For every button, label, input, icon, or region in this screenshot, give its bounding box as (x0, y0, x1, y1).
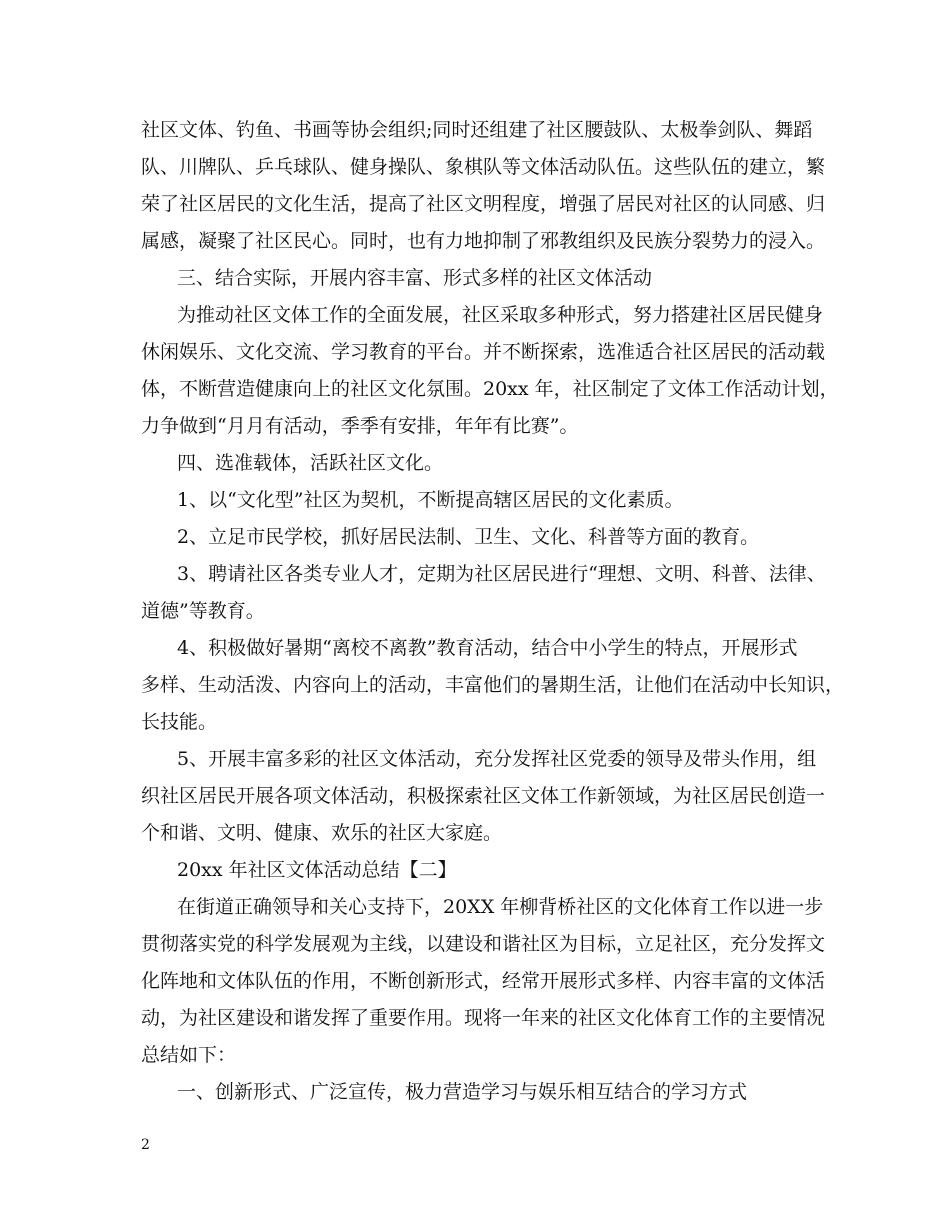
section-heading: 三、结合实际，开展内容丰富、形式多样的社区文体活动 (177, 267, 653, 289)
text-line: 多样、生动活泼、内容向上的活动，丰富他们的暑期生活，让他们在活动中长知识， (141, 674, 845, 696)
document-heading: 20xx 年社区文体活动总结【二】 (177, 859, 457, 881)
text-line: 个和谐、文明、健康、欢乐的社区大家庭。 (141, 822, 503, 844)
section-heading: 四、选准载体，活跃社区文化。 (177, 452, 444, 474)
list-item: 3、聘请社区各类专业人才，定期为社区居民进行“理想、文明、科普、法律、 (177, 563, 826, 585)
text-line: 为推动社区文体工作的全面发展，社区采取多种形式，努力搭建社区居民健身 (177, 304, 824, 326)
text-line: 总结如下： (141, 1044, 237, 1066)
page-number: 2 (141, 1137, 150, 1153)
list-item: 1、以“文化型”社区为契机，不断提高辖区居民的文化素质。 (177, 489, 684, 511)
text-line: 在街道正确领导和关心支持下，20XX 年柳背桥社区的文化体育工作以进一步 (177, 896, 824, 918)
text-line: 属感，凝聚了社区民心。同时，也有力地抑制了邪教组织及民族分裂势力的浸入。 (141, 230, 826, 252)
text-line: 队、川牌队、乒乓球队、健身操队、象棋队等文体活动队伍。这些队伍的建立，繁 (141, 156, 826, 178)
text-line: 贯彻落实党的科学发展观为主线，以建设和谐社区为目标，立足社区，充分发挥文 (141, 933, 826, 955)
text-line: 织社区居民开展各项文体活动，积极探索社区文体工作新领域，为社区居民创造一 (141, 785, 826, 807)
text-line: 荣了社区居民的文化生活，提高了社区文明程度，增强了居民对社区的认同感、归 (141, 193, 826, 215)
text-line: 力争做到“月月有活动，季季有安排，年年有比赛”。 (141, 415, 579, 437)
list-item: 5、开展丰富多彩的社区文体活动，充分发挥社区党委的领导及带头作用，组 (177, 748, 817, 770)
section-heading: 一、创新形式、广泛宣传，极力营造学习与娱乐相互结合的学习方式 (177, 1081, 748, 1103)
text-line: 休闲娱乐、文化交流、学习教育的平台。并不断探索，选准适合社区居民的活动载 (141, 341, 826, 363)
list-item: 2、立足市民学校，抓好居民法制、卫生、文化、科普等方面的教育。 (177, 526, 760, 548)
text-line: 体，不断营造健康向上的社区文化氛围。20xx 年，社区制定了文体工作活动计划， (141, 378, 839, 400)
text-line: 长技能。 (141, 711, 218, 733)
text-line: 社区文体、钓鱼、书画等协会组织;同时还组建了社区腰鼓队、太极拳剑队、舞蹈 (141, 119, 813, 141)
text-line: 道德”等教育。 (141, 600, 265, 622)
text-line: 动，为社区建设和谐发挥了重要作用。现将一年来的社区文化体育工作的主要情况 (141, 1007, 826, 1029)
text-line: 化阵地和文体队伍的作用，不断创新形式，经常开展形式多样、内容丰富的文体活 (141, 970, 826, 992)
list-item: 4、积极做好暑期“离校不离教”教育活动，结合中小学生的特点，开展形式 (177, 637, 798, 659)
